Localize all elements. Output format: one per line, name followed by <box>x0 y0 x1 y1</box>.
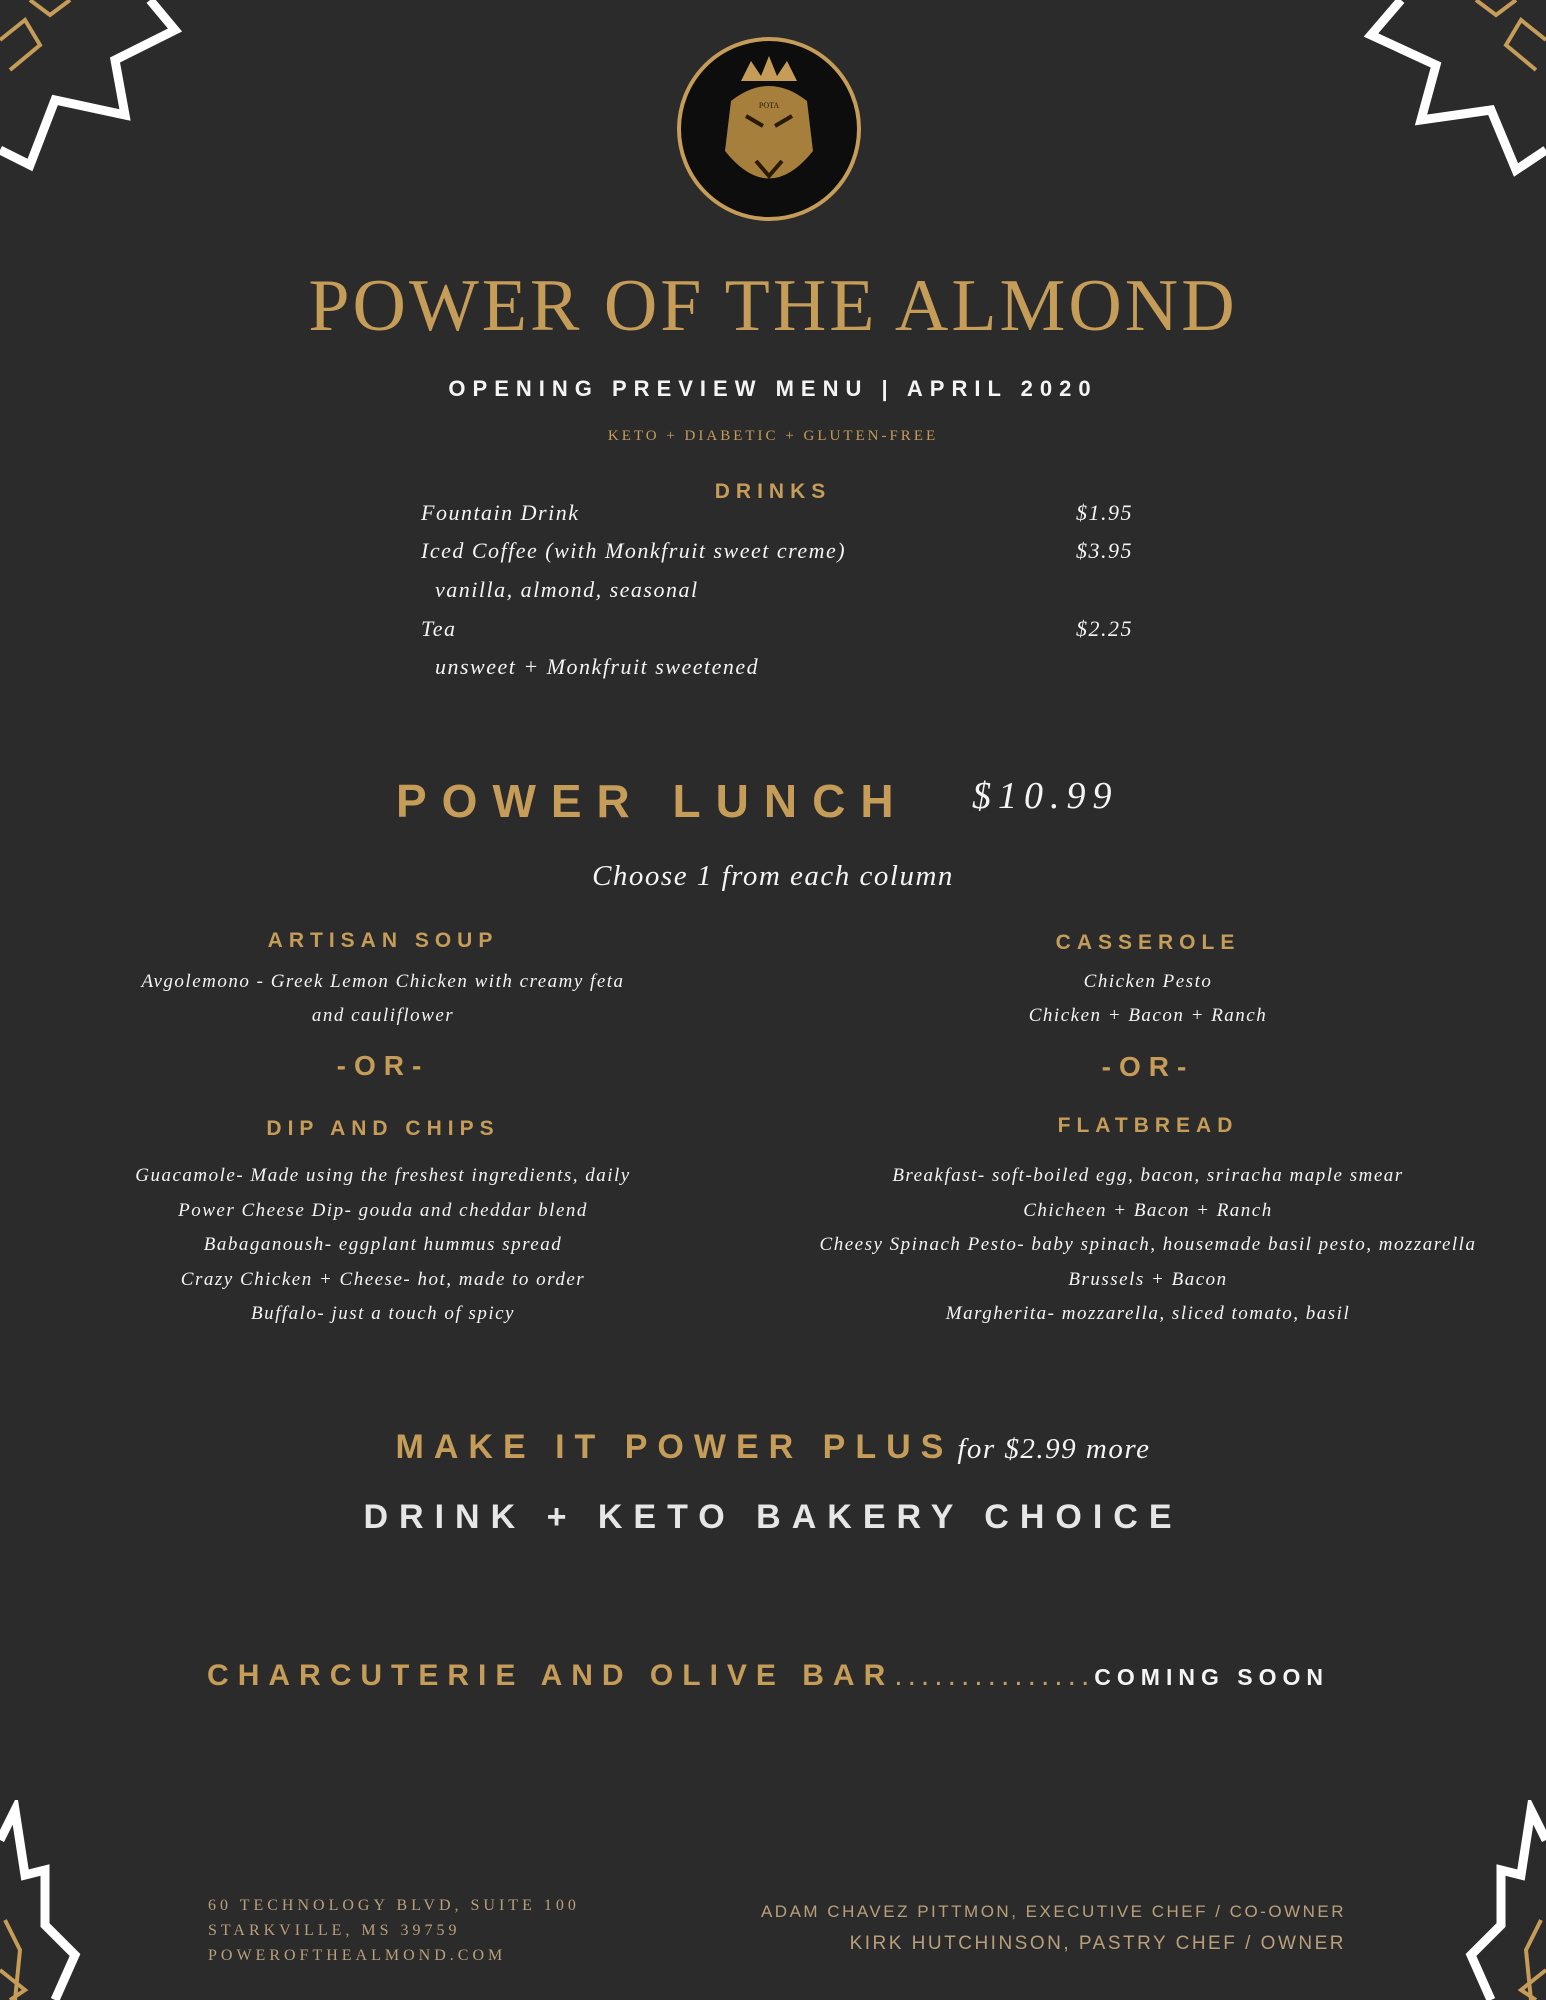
drink-price: $1.95 <box>1076 500 1133 525</box>
address-line: STARKVILLE, MS 39759 <box>208 1922 461 1939</box>
drink-note: unsweet + Monkfruit sweetened <box>435 654 760 679</box>
flatbread-item: Cheesy Spinach Pesto- baby spinach, housemade basil pesto, mozzarella <box>819 1234 1477 1255</box>
artisan-soup-heading: ARTISAN SOUP <box>267 929 499 952</box>
dip-item: Buffalo- just a touch of spicy <box>250 1303 516 1324</box>
casserole-item: Chicken Pesto <box>1083 971 1213 992</box>
dip-item: Babaganoush- eggplant hummus spread <box>203 1234 563 1255</box>
drink-name: Iced Coffee (with Monkfruit sweet creme) <box>421 538 847 563</box>
dietary-tagline: KETO + DIABETIC + GLUTEN-FREE <box>607 428 939 444</box>
address-line: 60 TECHNOLOGY BLVD, SUITE 100 <box>208 1897 580 1914</box>
lion-logo <box>677 37 861 221</box>
soup-line: Avgolemono - Greek Lemon Chicken with creamy feta <box>141 971 625 992</box>
staff-line: ADAM CHAVEZ PITTMON, EXECUTIVE CHEF / CO-OWNER <box>760 1902 1346 1921</box>
drink-name: Tea <box>421 616 457 641</box>
charcuterie-label: CHARCUTERIE AND OLIVE BAR <box>207 1659 895 1692</box>
soup-line: and cauliflower <box>311 1005 455 1026</box>
power-plus-price: for $2.99 more <box>957 1433 1151 1465</box>
lunch-instruction: Choose 1 from each column <box>592 860 954 892</box>
corner-ornament-top-left <box>0 0 200 180</box>
corner-ornament-bottom-left <box>0 1800 200 2000</box>
flatbread-item: Breakfast- soft-boiled egg, bacon, sriracha maple smear <box>892 1165 1404 1186</box>
lion-crown-icon <box>681 41 857 217</box>
power-plus-line <box>396 1428 1151 1467</box>
drink-price: $3.95 <box>1076 538 1133 563</box>
drinks-heading: DRINKS <box>714 480 832 503</box>
flatbread-heading: FLATBREAD <box>1057 1114 1239 1137</box>
drink-note: vanilla, almond, seasonal <box>435 577 699 602</box>
casserole-heading: CASSEROLE <box>1055 931 1241 954</box>
address-block <box>208 1893 580 1968</box>
or-divider: -OR- <box>336 1050 430 1081</box>
logo-text: POTA <box>758 101 780 110</box>
power-plus-title: MAKE IT POWER PLUS <box>395 1428 954 1466</box>
drink-name: Fountain Drink <box>421 500 580 525</box>
drink-price: $2.25 <box>1076 616 1133 641</box>
dip-item: Crazy Chicken + Cheese- hot, made to order <box>180 1269 586 1290</box>
dip-item: Guacamole- Made using the freshest ingredients, daily <box>135 1165 631 1186</box>
flatbread-item: Margherita- mozzarella, sliced tomato, basil <box>945 1303 1351 1324</box>
power-lunch-title: POWER LUNCH <box>396 775 909 827</box>
flatbread-item: Chicheen + Bacon + Ranch <box>1023 1200 1273 1221</box>
power-lunch-price: $10.99 <box>972 775 1119 817</box>
corner-ornament-top-right <box>1346 0 1546 180</box>
staff-line: KIRK HUTCHINSON, PASTRY CHEF / OWNER <box>849 1933 1346 1954</box>
page-title: POWER OF THE ALMOND <box>308 265 1238 347</box>
charcuterie-status: COMING SOON <box>1094 1664 1329 1690</box>
menu-subtitle: OPENING PREVIEW MENU | APRIL 2020 <box>448 376 1098 401</box>
dip-and-chips-heading: DIP AND CHIPS <box>266 1117 500 1140</box>
charcuterie-line <box>207 1659 1329 1693</box>
charcuterie-leader: ............... <box>894 1659 1095 1692</box>
flatbread-item: Brussels + Bacon <box>1068 1269 1228 1290</box>
website-link[interactable]: POWEROFTHEALMOND.COM <box>208 1947 507 1964</box>
power-plus-detail: DRINK + KETO BAKERY CHOICE <box>363 1498 1183 1536</box>
staff-block <box>761 1896 1346 1960</box>
dip-item: Power Cheese Dip- gouda and cheddar blend <box>178 1200 588 1221</box>
or-divider: -OR- <box>1101 1051 1195 1082</box>
casserole-item: Chicken + Bacon + Ranch <box>1028 1005 1268 1026</box>
corner-ornament-bottom-right <box>1346 1800 1546 2000</box>
